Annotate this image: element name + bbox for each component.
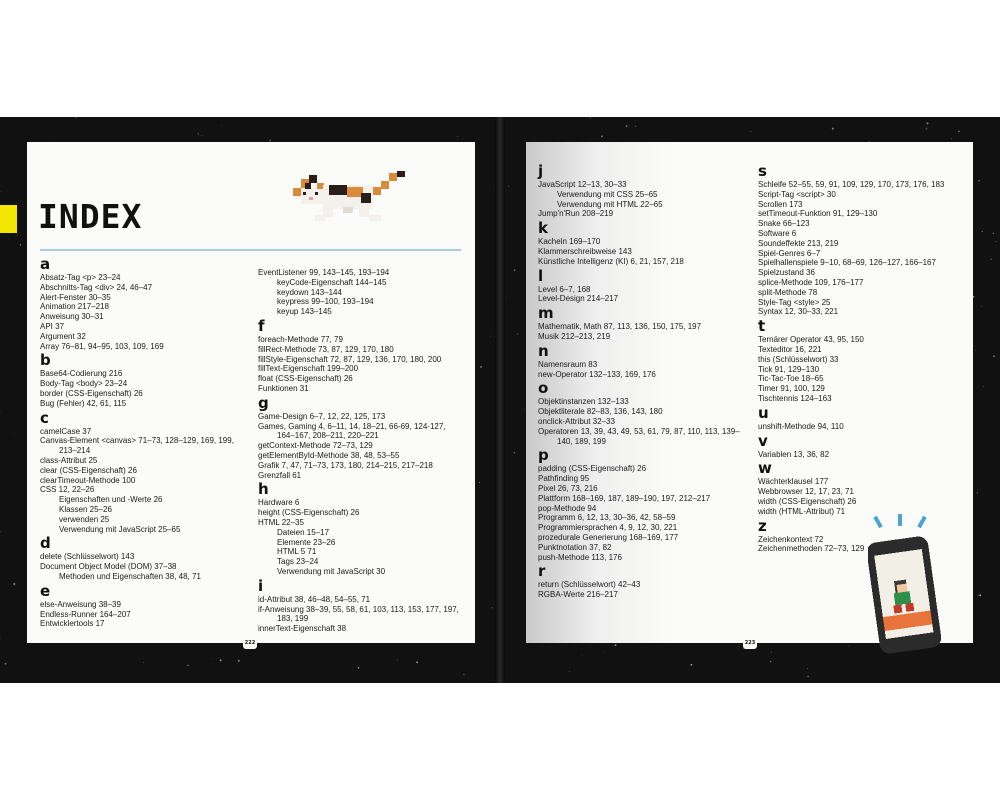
index-entry: Zeichenmethoden 72–73, 129 [758,544,865,554]
index-entry: Absatz-Tag <p> 23–24 [40,273,121,282]
index-entry: this (Schlüsselwort) 33 [758,354,839,364]
star-speck [198,133,199,134]
index-entry: Plattform 168–169, 187, 189–190, 197, 212–217 [538,493,711,503]
index-entry: id-Attribut 38, 46–48, 54–55, 71 [258,594,371,604]
star-speck [605,652,606,653]
book-spread [0,117,1000,683]
index-entry: Entwicklertools 17 [40,619,105,629]
index-subentry: Tags 23–24 [277,557,319,567]
index-entry: Spiel-Genres 6–7 [758,248,821,258]
index-entry: Künstliche Intelligenz (KI) 6, 21, 157, 218 [538,256,684,266]
star-speck [615,644,617,646]
star-speck [990,258,992,260]
index-subentry: HTML 5 71 [277,547,317,557]
index-entry-continuation: 140, 189, 199 [557,436,606,446]
index-letter-heading: n [538,341,549,360]
index-entry: Objektinstanzen 132–133 [538,397,629,407]
index-entry: JavaScript 12–13, 30–33 [538,180,627,189]
index-subentry: Methoden und Eigenschaften 38, 48, 71 [59,571,201,581]
star-speck [581,655,582,656]
index-entry: prozedurale Generierung 168–169, 177 [538,532,679,542]
star-speck [590,118,591,119]
index-entry: fillRect-Methode 73, 87, 129, 170, 180 [258,344,394,354]
index-entry: Pathfinding 95 [538,474,590,484]
index-subentry: Eigenschaften und -Werte 26 [59,495,163,505]
index-entry: Anweisung 30–31 [40,312,104,322]
star-speck [601,135,603,137]
index-entry: Grenzfall 61 [258,470,302,480]
index-entry: Endless-Runner 164–207 [40,609,131,619]
index-entry: getContext-Methode 72–73, 129 [258,441,373,451]
star-speck [973,296,975,298]
index-entry: border (CSS-Eigenschaft) 26 [40,388,143,398]
star-speck [832,128,834,130]
star-speck [982,231,983,232]
star-speck [508,186,509,187]
star-speck [995,241,996,242]
title-underline [40,249,461,251]
star-speck [517,334,518,335]
index-entry: Spielhallenspiele 9–10, 68–69, 126–127, 166–167 [758,258,936,268]
index-entry: Namensraum 83 [538,359,598,369]
index-entry: Scrollen 173 [758,199,803,209]
index-letter-heading: f [258,316,265,335]
index-entry: foreach-Methode 77, 79 [258,334,343,344]
index-entry: Tic-Tac-Toe 18–65 [758,374,824,384]
index-entry: width (CSS-Eigenschaft) 26 [758,496,857,506]
star-speck [220,659,222,661]
star-speck [238,660,240,662]
index-column-s-z [758,162,944,554]
index-entry: Document Object Model (DOM) 37–38 [40,562,177,572]
star-speck [770,661,772,663]
index-entry: padding (CSS-Eigenschaft) 26 [538,464,647,474]
index-entry: unshift-Methode 94, 110 [758,421,844,431]
index-subentry: Klassen 25–26 [59,504,112,514]
index-entry: Ternärer Operator 43, 95, 150 [758,335,864,345]
index-entry: Musik 212–213, 219 [538,331,611,341]
star-speck [358,667,360,669]
index-letter-heading: a [40,255,51,273]
index-subentry: Verwendung mit JavaScript 30 [277,566,386,576]
index-letter-heading: k [538,219,548,238]
index-subentry: Dateien 15–17 [277,527,330,537]
index-letter-heading: c [40,408,49,427]
star-speck [981,306,982,307]
star-speck [626,125,628,127]
index-entry: Syntax 12, 30–33, 221 [758,307,839,317]
index-entry: Objektliterale 82–83, 136, 143, 180 [538,407,663,417]
index-letter-heading: j [538,162,544,180]
index-entry: Hardware 6 [258,498,300,508]
index-letter-heading: p [538,446,549,465]
star-speck [979,594,981,596]
star-speck [480,366,482,368]
index-column-a-e [40,255,234,629]
star-speck [13,583,15,585]
index-entry: fillText-Eigenschaft 199–200 [258,364,359,374]
index-entry: splice-Methode 109, 176–177 [758,277,864,287]
index-entry-continuation: 164–167, 208–211, 220–221 [277,431,379,441]
index-entry-continuation: 183, 199 [277,614,309,624]
index-letter-heading: m [538,304,554,323]
index-letter-heading: r [538,562,546,581]
index-entry: clearTimeout-Methode 100 [40,475,136,485]
index-entry: Soundeffekte 213, 219 [758,238,839,248]
index-entry: else-Anweisung 38–39 [40,599,121,609]
index-entry: Timer 91, 100, 129 [758,384,825,394]
star-speck [951,138,952,139]
star-speck [490,336,491,337]
star-speck [492,607,494,609]
index-entry: Variablen 13, 36, 82 [758,449,830,459]
star-speck [187,665,188,666]
index-column-e-i [258,268,459,634]
index-letter-heading: s [758,162,767,180]
index-entry: Argument 32 [40,331,86,341]
index-entry: split-Methode 78 [758,287,818,297]
index-letter-heading: w [758,459,772,478]
index-letter-heading: l [538,266,544,285]
star-speck [416,661,418,663]
index-entry: class-Attribut 25 [40,455,98,465]
index-entry: delete (Schlüsselwort) 143 [40,552,135,562]
star-speck [201,135,202,136]
index-entry: Kacheln 169–170 [538,237,601,247]
index-letter-heading: e [40,581,51,600]
index-entry: RGBA-Werte 216–217 [538,590,618,600]
index-entry: Programm 6, 12, 13, 30–36, 42, 58–59 [538,513,676,523]
index-entry: Animation 217–218 [40,302,109,312]
star-speck [0,531,1,532]
index-letter-heading: h [258,480,269,499]
index-entry: Klammerschreibweise 143 [538,246,632,256]
star-speck [978,595,979,596]
star-speck [993,233,995,235]
star-speck [514,269,516,271]
index-entry-continuation: 213–214 [59,446,91,456]
pixel-phone-icon [868,514,968,664]
index-subentry: Verwendung mit HTML 22–65 [557,199,663,209]
star-speck [993,355,995,357]
index-entry: EventListener 99, 143–145, 193–194 [258,268,390,277]
index-entry: Style-Tag <style> 25 [758,297,831,307]
index-entry: Software 6 [758,228,797,238]
index-entry: Alert-Fenster 30–35 [40,292,111,302]
index-entry: Level-Design 214–217 [538,294,619,304]
page-number-right: 223 [743,637,757,649]
star-speck [505,297,506,298]
index-entry: pop-Methode 94 [538,503,597,513]
index-entry: new-Operator 132–133, 169, 176 [538,369,656,379]
index-entry: Abschnitts-Tag <div> 24, 46–47 [40,282,153,292]
index-entry: Script-Tag <script> 30 [758,189,836,199]
star-speck [221,126,222,127]
index-entry: Texteditor 16, 221 [758,344,822,354]
index-letter-heading: v [758,431,768,450]
index-subentry: keyCode-Eigenschaft 144–145 [277,277,387,287]
star-speck [569,671,570,672]
index-entry: Canvas-Element <canvas> 71–73, 128–129, 169, 199, [40,436,234,446]
star-speck [0,638,1,639]
right-page [526,142,973,643]
star-speck [977,492,978,493]
index-letter-heading: g [258,393,269,412]
star-speck [5,663,7,665]
index-subentry: keyup 143–145 [277,307,332,317]
index-entry: Game-Design 6–7, 12, 22, 125, 173 [258,411,386,421]
index-entry: Operatoren 13, 39, 43, 49, 53, 61, 79, 87, 110, 113, 139– [538,426,740,436]
index-subentry: keypress 99–100, 193–194 [277,297,374,307]
index-letter-heading: i [258,576,264,595]
index-entry: camelCase 37 [40,426,92,436]
star-speck [211,658,212,659]
star-speck [958,130,960,132]
index-entry: Level 6–7, 168 [538,284,591,294]
star-speck [978,180,979,181]
index-entry: Bug (Fehler) 42, 61, 115 [40,398,127,408]
index-entry: Snake 66–123 [758,219,810,229]
index-entry: width (HTML-Attribut) 71 [758,506,846,516]
star-speck [925,128,927,130]
index-subentry: Elemente 23–26 [277,537,336,547]
index-entry: push-Methode 113, 176 [538,552,622,562]
index-entry: height (CSS-Eigenschaft) 26 [258,508,360,518]
left-page [27,142,475,643]
index-entry: innerText-Eigenschaft 38 [258,624,347,634]
index-entry: Mathematik, Math 87, 113, 136, 150, 175, 197 [538,322,702,332]
star-speck [849,646,850,647]
index-entry: Funktionen 31 [258,383,309,393]
star-speck [479,482,480,483]
index-title: INDEX [38,197,143,236]
index-entry: Webbrowser 12, 17, 23, 71 [758,487,854,497]
star-speck [143,662,144,663]
index-letter-heading: u [758,403,769,422]
star-speck [397,659,398,660]
page-number-left: 222 [243,637,257,649]
star-speck [20,244,21,245]
index-entry: float (CSS-Eigenschaft) 26 [258,374,353,384]
star-speck [690,664,692,666]
index-entry: HTML 22–35 [258,517,304,527]
star-speck [75,117,76,118]
index-entry: Spielzustand 36 [758,268,815,278]
index-entry: Tick 91, 129–130 [758,364,820,374]
index-entry: onclick-Attribut 32–33 [538,416,615,426]
index-entry: Programmiersprachen 4, 9, 12, 30, 221 [538,523,678,533]
star-speck [457,136,459,138]
index-letter-heading: b [40,351,51,370]
index-column-j-r [538,162,740,600]
index-entry: if-Anweisung 38–39, 55, 58, 61, 103, 113, 153, 177, 197, [258,604,459,614]
index-letter-heading: d [40,534,51,553]
index-entry: fillStyle-Eigenschaft 72, 87, 129, 136, 170, 180, 200 [258,354,442,364]
star-speck [975,350,976,351]
index-letter-heading: t [758,317,766,336]
star-speck [807,668,808,669]
star-speck [14,434,15,435]
star-speck [927,122,929,124]
index-entry: Wächterklausel 177 [758,477,829,487]
index-entry: Games, Gaming 4, 6–11, 14, 18–21, 66-69, 124-127, [258,421,446,431]
index-entry: API 37 [40,321,65,331]
index-entry: clear (CSS-Eigenschaft) 26 [40,465,137,475]
index-entry: Grafik 7, 47, 71–73, 173, 180, 214–215, 217–218 [258,460,433,470]
index-subentry: Verwendung mit CSS 25–65 [557,189,658,199]
star-speck [983,386,984,387]
index-entry: Tischtennis 124–163 [758,393,832,403]
index-entry: Punktnotation 37, 82 [538,542,612,552]
yellow-tab-marker [0,205,17,233]
index-subentry: Verwendung mit JavaScript 25–65 [59,524,181,534]
index-entry: Jump'n'Run 208–219 [538,209,614,219]
star-speck [1,191,2,192]
index-letter-heading: o [538,379,549,398]
index-entry: Pixel 26, 73, 216 [538,483,598,493]
index-entry: setTimeout-Funktion 91, 129–130 [758,209,878,219]
book-gutter [495,117,505,683]
index-entry: Schleife 52–55, 59, 91, 109, 129, 170, 173, 176, 183 [758,180,945,189]
index-letter-heading: z [758,516,767,535]
index-subentry: verwenden 25 [59,514,110,524]
star-speck [771,652,772,653]
index-entry: Body-Tag <body> 23–24 [40,379,128,389]
index-entry: return (Schlüsselwort) 42–43 [538,580,641,590]
index-entry: CSS 12, 22–26 [40,485,95,495]
star-speck [807,676,808,677]
star-speck [635,126,636,127]
star-speck [750,131,751,132]
index-entry: Array 76–81, 94–95, 103, 109, 169 [40,341,164,351]
index-entry: getElementById-Methode 38, 48, 53–55 [258,450,400,460]
index-entry: Zeichenkontext 72 [758,534,824,544]
star-speck [514,452,516,454]
star-speck [463,674,464,675]
index-subentry: keydown 143–144 [277,287,342,297]
index-entry: Base64-Codierung 216 [40,369,123,379]
pixel-cat-icon [293,167,453,242]
star-speck [523,409,524,410]
star-speck [9,239,10,240]
